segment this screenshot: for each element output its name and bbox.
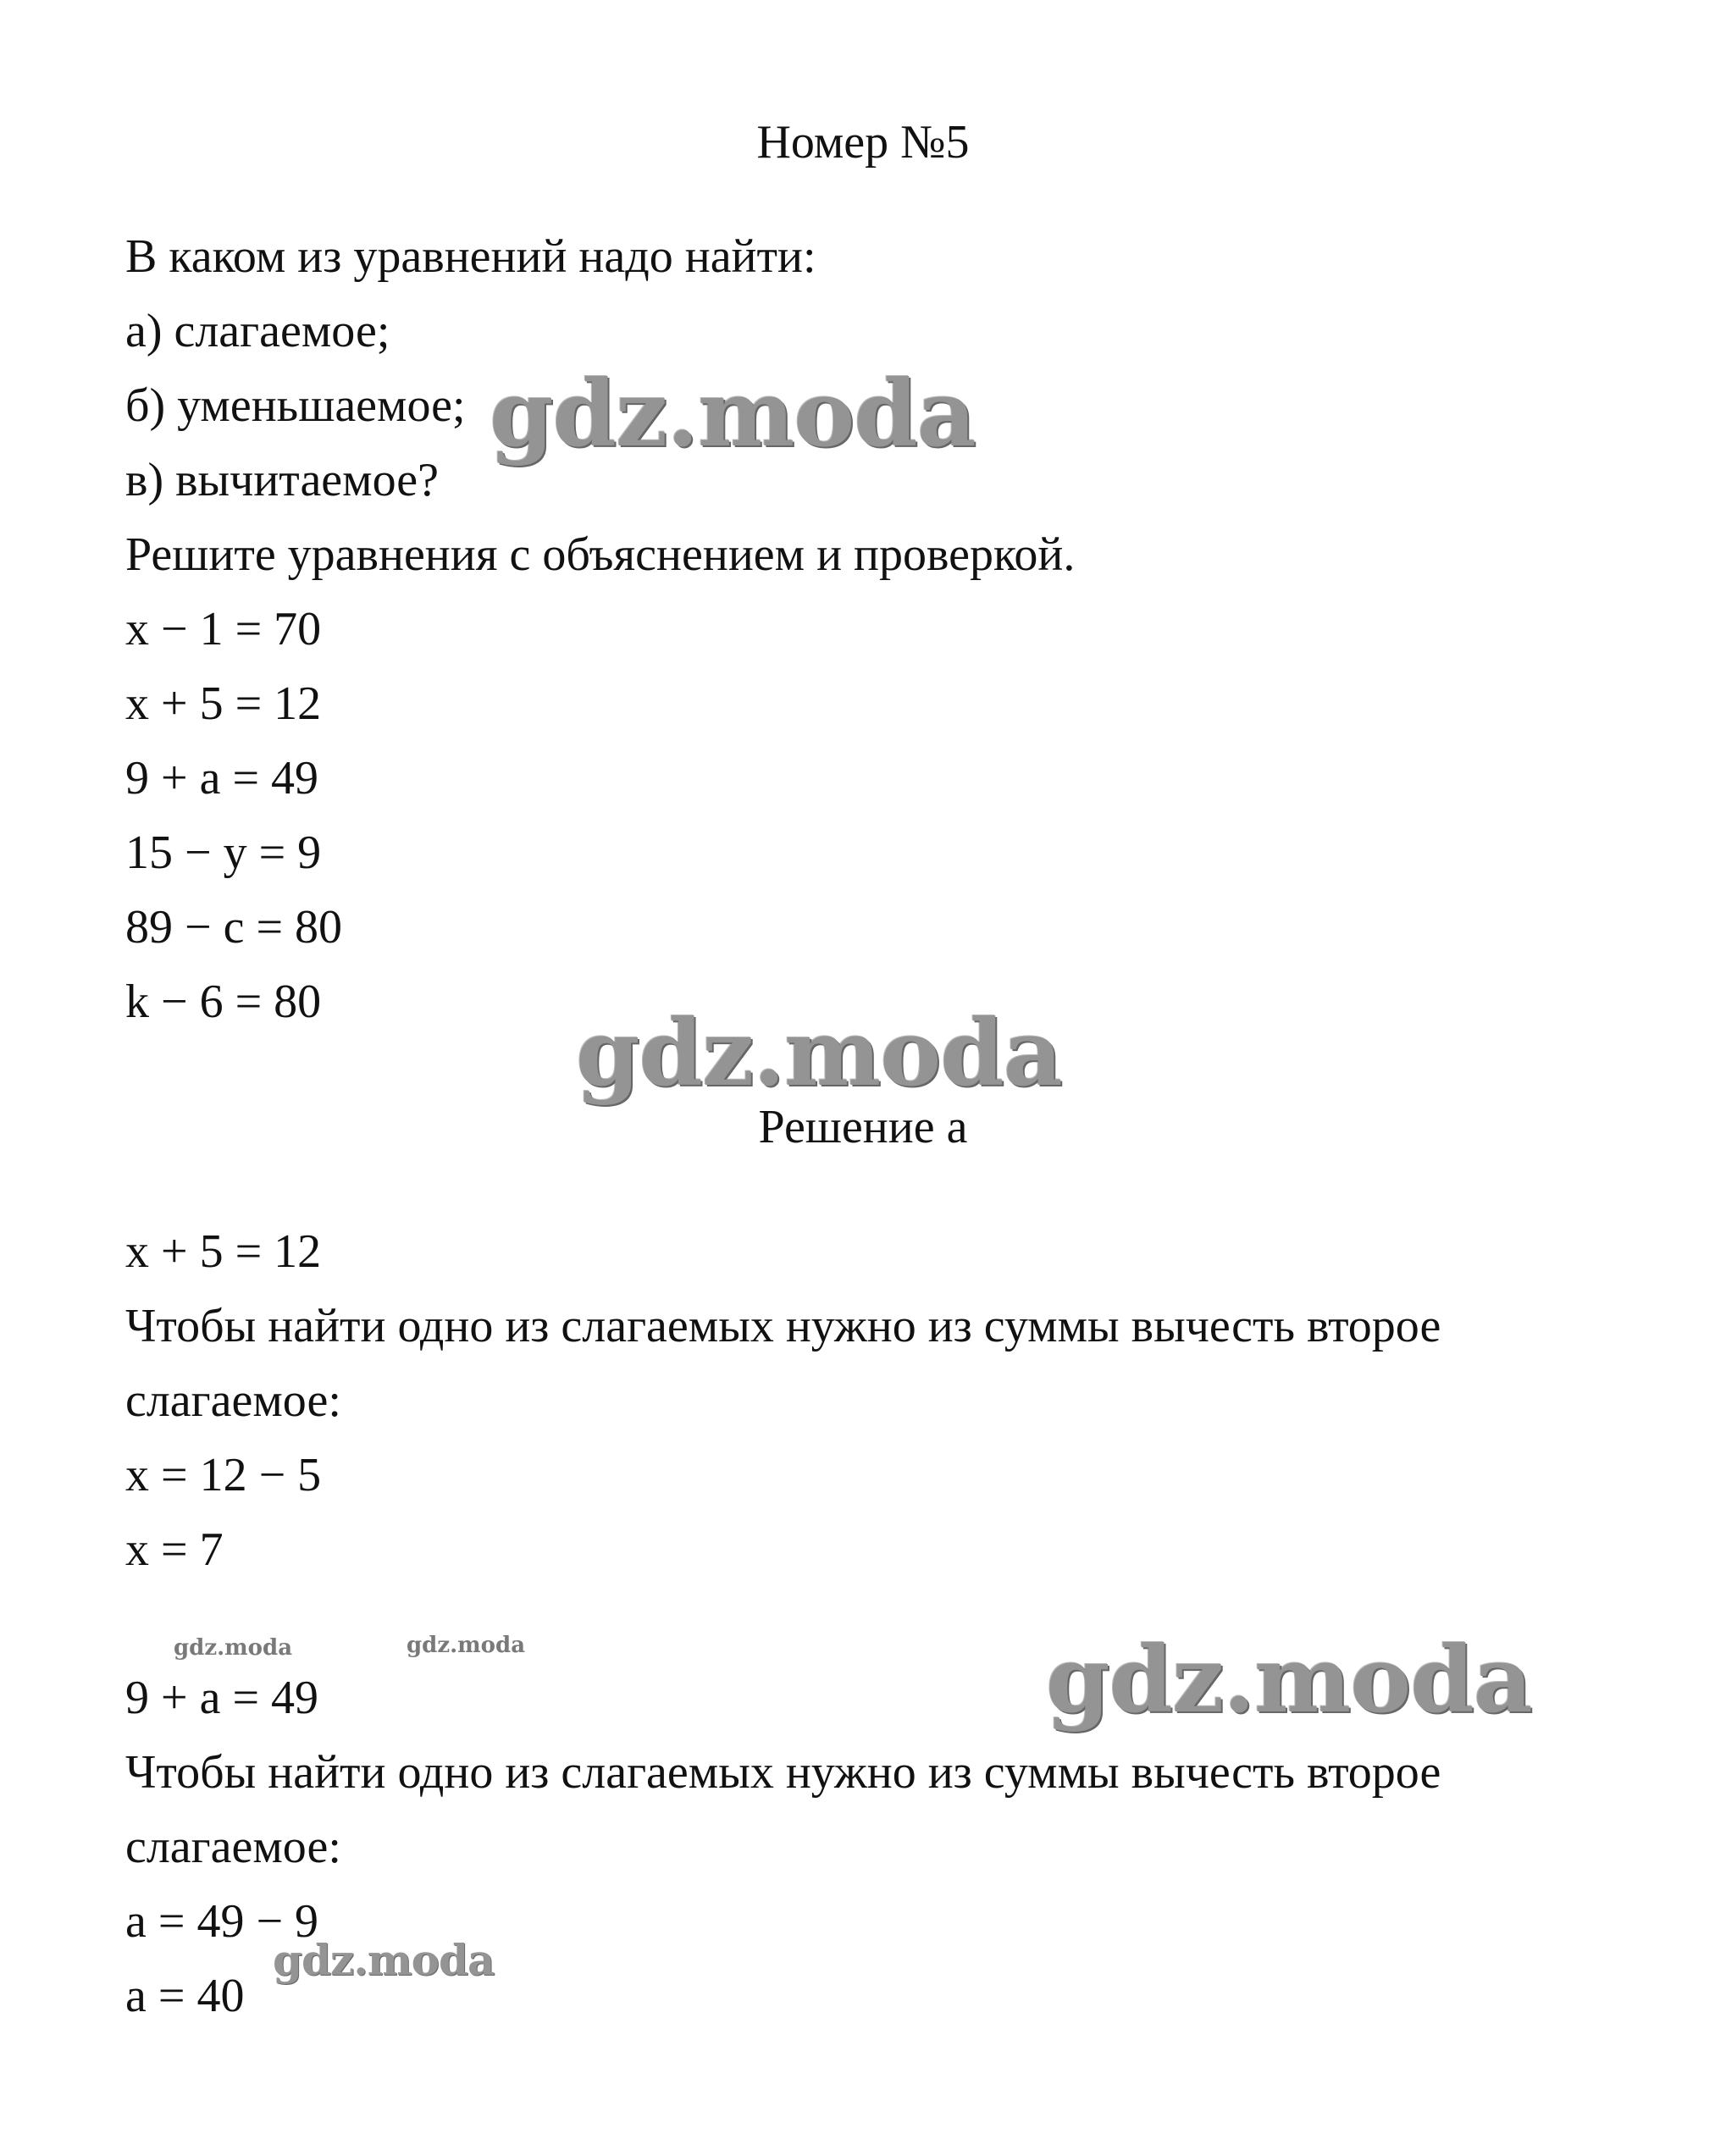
equation-2: x + 5 = 12 (125, 677, 322, 730)
solution-2-explanation-line2: слагаемое: (125, 1821, 341, 1873)
equation-1: x − 1 = 70 (125, 603, 322, 655)
task-instruction: Решите уравнения с объяснением и проверкой. (125, 528, 1076, 581)
equation-4: 15 − y = 9 (125, 826, 322, 879)
solution-2-step1: a = 49 − 9 (125, 1895, 319, 1948)
task-option-b: б) уменьшаемое; (125, 379, 466, 432)
equation-3: 9 + a = 49 (125, 752, 319, 804)
equation-5: 89 − c = 80 (125, 901, 343, 954)
solution-1-step2: x = 7 (125, 1523, 224, 1576)
watermark-logo: gdz.moda (576, 1000, 1062, 1107)
watermark-logo: gdz.moda (273, 1935, 495, 1985)
solution-1-explanation-line2: слагаемое: (125, 1374, 341, 1427)
solution-2-step2: a = 40 (125, 1970, 245, 2022)
solution-1-step1: x = 12 − 5 (125, 1449, 322, 1501)
watermark-logo: gdz.moda (490, 361, 976, 467)
watermark-logo: gdz.moda (1046, 1627, 1532, 1733)
solution-2-equation: 9 + a = 49 (125, 1672, 319, 1724)
solution-1-explanation-line1: Чтобы найти одно из слагаемых нужно из суммы вычесть второе (125, 1300, 1441, 1352)
solution-heading: Решение а (758, 1101, 968, 1153)
task-question: В каком из уравнений надо найти: (125, 230, 816, 283)
task-option-a: а) слагаемое; (125, 305, 390, 357)
page-title: Номер №5 (756, 116, 970, 169)
watermark-logo: gdz.moda (174, 1635, 293, 1661)
task-option-c: в) вычитаемое? (125, 454, 439, 506)
equation-6: k − 6 = 80 (125, 976, 322, 1028)
solution-2-explanation-line1: Чтобы найти одно из слагаемых нужно из суммы вычесть второе (125, 1746, 1441, 1799)
watermark-logo: gdz.moda (407, 1633, 526, 1658)
solution-1-equation: x + 5 = 12 (125, 1225, 322, 1278)
